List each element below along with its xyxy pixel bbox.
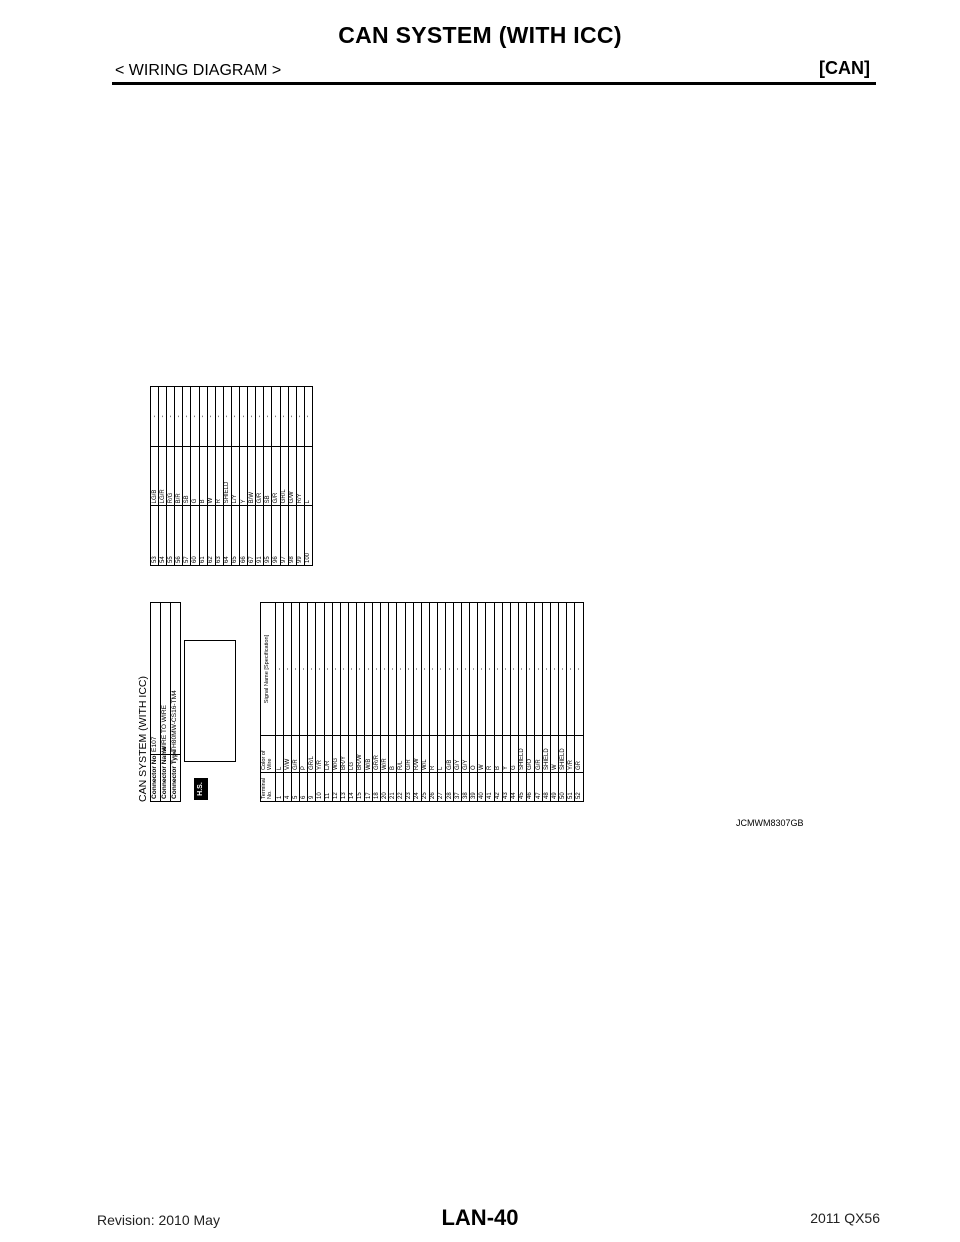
cell-signal: - <box>445 603 453 736</box>
cell-color: B <box>199 446 207 506</box>
cell-signal: - <box>324 603 332 736</box>
cell-color: W/B <box>365 736 373 773</box>
cell-color: GR <box>575 736 583 773</box>
cell-color: SB <box>183 446 191 506</box>
cell-terminal: 28 <box>445 773 453 802</box>
footer-revision: Revision: 2010 May <box>97 1212 220 1228</box>
e107-pin-row <box>421 603 429 802</box>
cell-color: L <box>276 736 284 773</box>
e107-pin-row <box>256 387 264 566</box>
cell-color: R <box>429 736 437 773</box>
e107-pin-row <box>405 603 413 802</box>
connector-f1-block <box>150 386 450 566</box>
e107-pin-row <box>340 603 348 802</box>
e107-pin-row <box>151 387 159 566</box>
e107-pin-row <box>445 603 453 802</box>
cell-terminal: 42 <box>494 773 502 802</box>
cell-signal: - <box>280 387 288 447</box>
cell-terminal: 46 <box>526 773 534 802</box>
cell-terminal: 41 <box>486 773 494 802</box>
cell-signal: - <box>292 603 300 736</box>
cell-signal: - <box>175 387 183 447</box>
cell-color: B <box>494 736 502 773</box>
e107-pin-table-cont <box>150 386 313 566</box>
cell-terminal: 43 <box>502 773 510 802</box>
col-signal: Signal Name [Specification] <box>261 603 276 736</box>
cell-color: L/Y <box>231 446 239 506</box>
cell-signal: - <box>296 387 304 447</box>
cell-color: Y/R <box>316 736 324 773</box>
e107-pin-row <box>264 387 272 566</box>
cell-color: SHIELD <box>543 736 551 773</box>
cell-terminal: 53 <box>151 506 159 566</box>
cell-terminal: 15 <box>356 773 364 802</box>
cell-signal: - <box>276 603 284 736</box>
section-label: < WIRING DIAGRAM > <box>115 62 282 79</box>
cell-terminal: 51 <box>567 773 575 802</box>
cell-signal: - <box>478 603 486 736</box>
cell-color: W <box>478 736 486 773</box>
cell-color: G/R <box>272 446 280 506</box>
cell-color: GR/R <box>373 736 381 773</box>
e107-pin-row <box>207 387 215 566</box>
rotated-diagram <box>137 93 840 806</box>
cell-terminal: 65 <box>231 506 239 566</box>
e107-pin-row <box>543 603 551 802</box>
cell-signal: - <box>486 603 494 736</box>
cell-color: B <box>389 736 397 773</box>
cell-terminal: 25 <box>421 773 429 802</box>
cell-color: G/R <box>535 736 543 773</box>
cell-terminal: 6 <box>300 773 308 802</box>
cell-color: R/L <box>397 736 405 773</box>
cell-signal: - <box>284 603 292 736</box>
cell-signal: - <box>191 387 199 447</box>
cell-signal: - <box>373 603 381 736</box>
e107-pin-row <box>518 603 526 802</box>
cell-terminal: 97 <box>280 506 288 566</box>
cell-color: SHIELD <box>559 736 567 773</box>
cell-terminal: 5 <box>292 773 300 802</box>
cell-terminal: 57 <box>183 506 191 566</box>
footer-model: 2011 QX56 <box>810 1210 880 1226</box>
cell-color: G/R <box>292 736 300 773</box>
cell-terminal: 40 <box>478 773 486 802</box>
cell-signal: - <box>240 387 248 447</box>
cell-signal: - <box>316 603 324 736</box>
cell-signal: - <box>543 603 551 736</box>
cell-signal: - <box>199 387 207 447</box>
cell-terminal: 67 <box>248 506 256 566</box>
cell-signal: - <box>551 603 559 736</box>
cell-terminal: 37 <box>454 773 462 802</box>
cell-signal: - <box>575 603 583 736</box>
cell-signal: - <box>308 603 316 736</box>
cell-signal: - <box>332 603 340 736</box>
cell-color: BR/Y <box>340 736 348 773</box>
cell-signal: - <box>413 603 421 736</box>
cell-color: SB <box>264 446 272 506</box>
cell-color: R <box>215 446 223 506</box>
cell-signal: - <box>526 603 534 736</box>
cell-terminal: 56 <box>175 506 183 566</box>
cell-signal: - <box>429 603 437 736</box>
cell-terminal: 44 <box>510 773 518 802</box>
cell-terminal: 24 <box>413 773 421 802</box>
cell-signal: - <box>288 387 296 447</box>
e107-pin-row <box>167 387 175 566</box>
cell-signal: - <box>494 603 502 736</box>
e107-pin-row <box>429 603 437 802</box>
cell-signal: - <box>248 387 256 447</box>
e107-pin-row <box>159 387 167 566</box>
cell-color: BR/W <box>356 736 364 773</box>
label-conn-name: Connector Name <box>161 755 171 802</box>
cell-terminal: 47 <box>535 773 543 802</box>
e107-pin-row <box>280 387 288 566</box>
cell-color: W/L <box>421 736 429 773</box>
cell-color: G <box>191 446 199 506</box>
e107-pin-row <box>215 387 223 566</box>
cell-color: B/R <box>175 446 183 506</box>
cell-color: LG/R <box>159 446 167 506</box>
cell-signal: - <box>231 387 239 447</box>
cell-color: G/R <box>405 736 413 773</box>
e107-pin-row <box>183 387 191 566</box>
e107-pin-row <box>567 603 575 802</box>
e107-type: TH80MW-CS16-TM4 <box>171 603 181 755</box>
cell-signal: - <box>405 603 413 736</box>
cell-signal: - <box>223 387 231 447</box>
cell-terminal: 66 <box>240 506 248 566</box>
e107-pin-row <box>478 603 486 802</box>
e107-pin-row <box>316 603 324 802</box>
cell-color: W <box>551 736 559 773</box>
cell-signal: - <box>397 603 405 736</box>
e107-pin-row <box>470 603 478 802</box>
cell-signal: - <box>151 387 159 447</box>
e107-pin-row <box>575 603 583 802</box>
cell-signal: - <box>272 387 280 447</box>
cell-terminal: 22 <box>397 773 405 802</box>
cell-color: Y <box>240 446 248 506</box>
cell-color: G/Y <box>454 736 462 773</box>
cell-signal: - <box>207 387 215 447</box>
e107-pin-row <box>454 603 462 802</box>
e107-pin-row <box>240 387 248 566</box>
cell-color: L <box>304 446 312 506</box>
cell-signal: - <box>470 603 478 736</box>
cell-color: Y <box>502 736 510 773</box>
cell-terminal: 18 <box>373 773 381 802</box>
cell-terminal: 10 <box>316 773 324 802</box>
e107-pin-row <box>373 603 381 802</box>
cell-color: V/W <box>284 736 292 773</box>
cell-color: O <box>470 736 478 773</box>
cell-signal: - <box>348 603 356 736</box>
e107-pin-row <box>437 603 445 802</box>
cell-terminal: 14 <box>348 773 356 802</box>
e107-pin-row <box>389 603 397 802</box>
cell-terminal: 12 <box>332 773 340 802</box>
e107-pin-table <box>260 602 584 802</box>
cell-color: GR/L <box>280 446 288 506</box>
e107-pin-row <box>231 387 239 566</box>
cell-terminal: 99 <box>296 506 304 566</box>
cell-color: B/W <box>248 446 256 506</box>
cell-signal: - <box>304 387 312 447</box>
cell-terminal: 49 <box>551 773 559 802</box>
e107-pin-row <box>551 603 559 802</box>
cell-terminal: 26 <box>429 773 437 802</box>
cell-signal: - <box>381 603 389 736</box>
cell-color: W/G <box>332 736 340 773</box>
e107-pin-row <box>199 387 207 566</box>
cell-color: L/R <box>324 736 332 773</box>
cell-color: G/Y <box>462 736 470 773</box>
cell-signal: - <box>421 603 429 736</box>
cell-signal: - <box>183 387 191 447</box>
e107-pin-row <box>413 603 421 802</box>
cell-color: G/B <box>445 736 453 773</box>
e107-pin-row <box>296 387 304 566</box>
e107-pin-row <box>223 387 231 566</box>
cell-terminal: 61 <box>199 506 207 566</box>
cell-signal: - <box>256 387 264 447</box>
cell-color: LG/B <box>151 446 159 506</box>
cell-signal: - <box>365 603 373 736</box>
e107-pin-row <box>494 603 502 802</box>
cell-terminal: 54 <box>159 506 167 566</box>
footer-page-number: LAN-40 <box>441 1205 519 1230</box>
e107-no: E107 <box>151 603 161 755</box>
cell-signal: - <box>559 603 567 736</box>
cell-terminal: 95 <box>264 506 272 566</box>
cell-terminal: 23 <box>405 773 413 802</box>
label-conn-no: Connector No. <box>151 755 161 802</box>
cell-terminal: 45 <box>518 773 526 802</box>
cell-signal: - <box>300 603 308 736</box>
e107-pin-row <box>486 603 494 802</box>
e107-pin-row <box>510 603 518 802</box>
cell-color: P <box>300 736 308 773</box>
cell-terminal: 38 <box>462 773 470 802</box>
cell-terminal: 9 <box>308 773 316 802</box>
cell-terminal: 100 <box>304 506 312 566</box>
e107-pin-row <box>248 387 256 566</box>
cell-signal: - <box>502 603 510 736</box>
cell-terminal: 1 <box>276 773 284 802</box>
cell-color: R <box>486 736 494 773</box>
e107-pin-row <box>324 603 332 802</box>
section-code: [CAN] <box>819 58 870 78</box>
e107-pin-row <box>348 603 356 802</box>
cell-terminal: 11 <box>324 773 332 802</box>
cell-terminal: 17 <box>365 773 373 802</box>
cell-color: G/R <box>256 446 264 506</box>
cell-terminal: 60 <box>191 506 199 566</box>
cell-signal: - <box>454 603 462 736</box>
cell-color: W/R <box>381 736 389 773</box>
cell-signal: - <box>340 603 348 736</box>
cell-terminal: 91 <box>256 506 264 566</box>
e107-pin-row <box>175 387 183 566</box>
cell-terminal: 63 <box>215 506 223 566</box>
page-title: CAN SYSTEM (WITH ICC) <box>338 22 622 48</box>
cell-color: SHIELD <box>223 446 231 506</box>
cell-color: L <box>437 736 445 773</box>
cell-color: GR/L <box>308 736 316 773</box>
cell-color: R/W <box>413 736 421 773</box>
e107-pin-row <box>535 603 543 802</box>
cell-color: G <box>510 736 518 773</box>
cell-signal: - <box>462 603 470 736</box>
cell-color: Y/R <box>567 736 575 773</box>
cell-signal: - <box>510 603 518 736</box>
e107-pin-row <box>502 603 510 802</box>
cell-terminal: 48 <box>543 773 551 802</box>
e107-pin-row <box>284 603 292 802</box>
e107-pin-row <box>288 387 296 566</box>
cell-signal: - <box>167 387 175 447</box>
e107-pin-row <box>559 603 567 802</box>
cell-color: W <box>207 446 215 506</box>
cell-terminal: 21 <box>389 773 397 802</box>
cell-terminal: 96 <box>272 506 280 566</box>
cell-signal: - <box>356 603 364 736</box>
cell-color: R/G <box>167 446 175 506</box>
e107-pin-row <box>462 603 470 802</box>
cell-signal: - <box>264 387 272 447</box>
cell-terminal: 62 <box>207 506 215 566</box>
connector-e107-block <box>137 602 583 802</box>
wiring-diagram-sheet <box>137 93 840 806</box>
cell-signal: - <box>159 387 167 447</box>
header-rule <box>112 82 876 85</box>
cell-signal: - <box>535 603 543 736</box>
cell-terminal: 64 <box>223 506 231 566</box>
cell-terminal: 27 <box>437 773 445 802</box>
cell-color: R/Y <box>296 446 304 506</box>
col-terminal: Terminal No. <box>261 773 276 802</box>
e107-pin-row <box>397 603 405 802</box>
e107-pin-row <box>191 387 199 566</box>
cell-terminal: 39 <box>470 773 478 802</box>
e107-pin-row <box>365 603 373 802</box>
cell-color: G/O <box>526 736 534 773</box>
label-conn-type: Connector Type <box>171 755 181 802</box>
cell-terminal: 98 <box>288 506 296 566</box>
e107-pin-row <box>381 603 389 802</box>
cell-signal: - <box>437 603 445 736</box>
hs-badge: H.S. <box>194 778 208 800</box>
cell-terminal: 50 <box>559 773 567 802</box>
cell-signal: - <box>518 603 526 736</box>
cell-terminal: 52 <box>575 773 583 802</box>
e107-pin-row <box>272 387 280 566</box>
connector-e107-info <box>150 602 181 802</box>
cell-terminal: 4 <box>284 773 292 802</box>
e107-pin-row <box>332 603 340 802</box>
e107-pin-row <box>356 603 364 802</box>
cell-signal: - <box>567 603 575 736</box>
e107-pin-row <box>276 603 284 802</box>
figure-id: JCMWM8307GB <box>736 818 804 828</box>
e107-name: WIRE TO WIRE <box>161 603 171 755</box>
diagram-title: CAN SYSTEM (WITH ICC) <box>137 676 149 802</box>
cell-terminal: 55 <box>167 506 175 566</box>
cell-color: SHIELD <box>518 736 526 773</box>
cell-signal: - <box>215 387 223 447</box>
cell-terminal: 20 <box>381 773 389 802</box>
e107-pin-row <box>308 603 316 802</box>
e107-pin-row <box>526 603 534 802</box>
cell-color: LG <box>348 736 356 773</box>
e107-pin-row <box>300 603 308 802</box>
e107-pin-row <box>292 603 300 802</box>
cell-terminal: 13 <box>340 773 348 802</box>
e107-pin-row <box>304 387 312 566</box>
connector-e107-face <box>184 640 236 762</box>
col-color: Color of Wire <box>261 736 276 773</box>
cell-signal: - <box>389 603 397 736</box>
cell-color: G/W <box>288 446 296 506</box>
